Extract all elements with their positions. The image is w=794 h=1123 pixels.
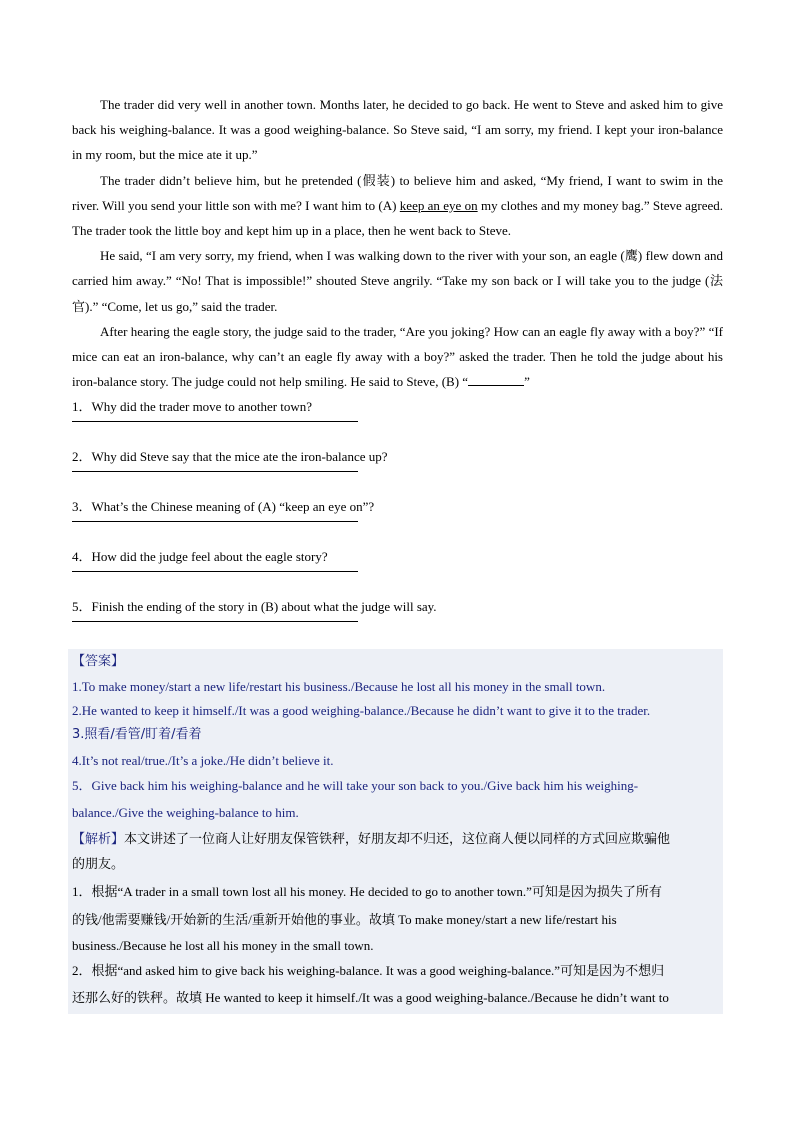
answer-line-3[interactable] bbox=[72, 521, 358, 522]
passage-paragraph-2: The trader didn’t believe him, but he pretended (假装) to believe him and asked, “My friend, I want to swim in the river. Will you send your little son with me? I want him to (A) keep an eye on my clothes and my money bag.” Steve agreed. The trader took the little boy and kept him up in a place, then he went back to Steve. bbox=[72, 172, 724, 239]
answer-4: 4.It’s not real/true./It’s a joke./He didn’t believe it. bbox=[72, 753, 334, 768]
answer-line-4[interactable] bbox=[72, 571, 358, 572]
question-3: 3．What’s the Chinese meaning of (A) “keep an eye on”? bbox=[72, 499, 375, 515]
answer-2: 2.He wanted to keep it himself./It was a good weighing-balance./Because he didn’t want to give it to the trader. bbox=[72, 703, 651, 718]
analysis-1-line-2: 的钱/他需要赚钱/开始新的生活/重新开始他的事业。故填 To make money/start a new life/restart his bbox=[72, 912, 617, 927]
passage-paragraph-1: The trader did very well in another town. Months later, he decided to go back. He went to Steve and asked him to give back his weighing-balance. It was a good weighing-balance. So Steve said, “I am sorry, my friend. I kept your iron-balance in my room, but the mice ate it up.” bbox=[72, 97, 723, 163]
answer-line-1[interactable] bbox=[72, 421, 358, 422]
answer-1: 1.To make money/start a new life/restart his business./Because he lost all his money in the small town. bbox=[72, 679, 606, 694]
question-1: 1．Why did the trader move to another town? bbox=[72, 399, 313, 415]
analysis-1-line-3: business./Because he lost all his money in the small town. bbox=[72, 938, 374, 953]
answer-line-5[interactable] bbox=[72, 621, 358, 622]
document-page bbox=[72, 92, 723, 644]
answer-3: 3.照看/看管/盯着/看着 bbox=[72, 727, 202, 742]
passage-paragraph-3: He said, “I am very sorry, my friend, when I was walking down to the river with your son, an eagle (鹰) flew down and carried him away.” “No! That is impossible!” shouted Steve angrily. “Take my son back or I will take you to the judge (法官).” “Come, let us go,” said the trader. bbox=[72, 248, 723, 314]
answer-line-2[interactable] bbox=[72, 471, 358, 472]
question-list bbox=[72, 394, 723, 622]
answer-blank[interactable] bbox=[468, 373, 524, 386]
underlined-phrase: keep an eye on bbox=[399, 197, 478, 213]
answer-heading: 【答案】 bbox=[72, 654, 125, 669]
analysis-2-line-1: 2．根据“and asked him to give back his weighing-balance. It was a good weighing-balance.”可知是因为不想归 bbox=[72, 963, 665, 978]
analysis-intro-line-1: 【解析】本文讲述了一位商人让好朋友保管铁秤，好朋友却不归还，这位商人便以同样的方式回应欺骗他 bbox=[72, 832, 671, 847]
question-2: 2．Why did Steve say that the mice ate the iron-balance up? bbox=[72, 449, 388, 465]
answer-5-line-2: balance./Give the weighing-balance to him. bbox=[72, 805, 299, 820]
analysis-intro-line-2: 的朋友。 bbox=[72, 857, 125, 872]
analysis-2-line-2: 还那么好的铁秤。故填 He wanted to keep it himself./It was a good weighing-balance./Because he didn’t want to bbox=[72, 990, 669, 1005]
question-4: 4．How did the judge feel about the eagle story? bbox=[72, 549, 328, 565]
analysis-1-line-1: 1．根据“A trader in a small town lost all his money. He decided to go to another town.”可知是因为损失了所有 bbox=[72, 884, 662, 899]
question-5: 5．Finish the ending of the story in (B) about what the judge will say. bbox=[72, 599, 437, 615]
passage-paragraph-4: After hearing the eagle story, the judge said to the trader, “Are you joking? How can an eagle fly away with a boy?” “If mice can eat an iron-balance, why can’t an eagle fly away with a boy?” asked the trader. Then he told the judge about his iron-balance story. The judge could not help smiling. He said to Steve, (B) “ ” bbox=[72, 323, 723, 390]
analysis-tag: 【解析】 bbox=[72, 832, 125, 847]
answer-5-line-1: 5．Give back him his weighing-balance and he will take your son back to you./Give back him his weighing- bbox=[72, 778, 639, 793]
